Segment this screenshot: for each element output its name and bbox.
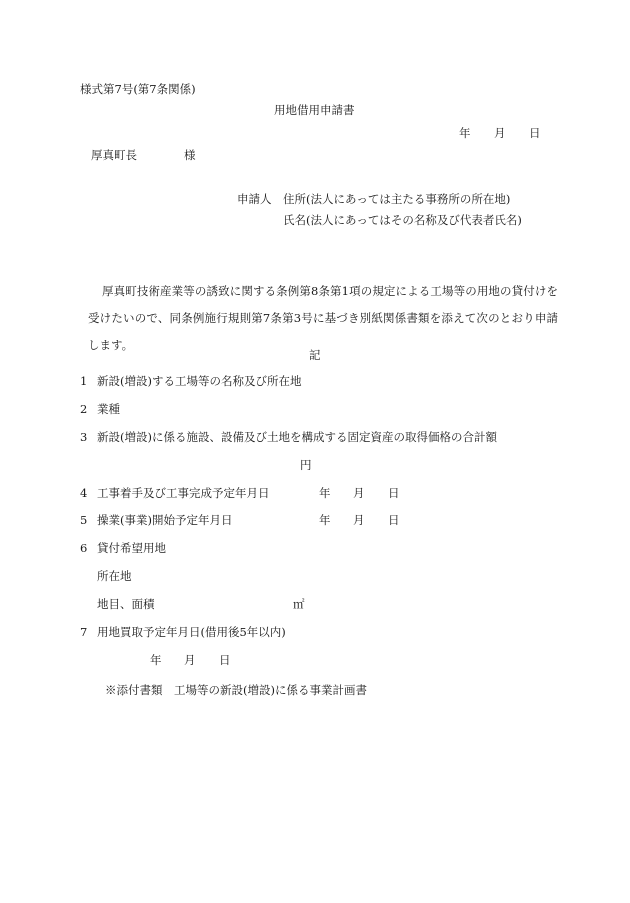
item-month: 月 <box>353 486 365 500</box>
body-paragraph: 厚真町技術産業等の誘致に関する条例第8条第1項の規定による工場等の用地の貸付けを受けたいので、同条例施行規則第7条第3号に基づき別紙関係書類を添えて次のとおり申請します。 <box>88 284 558 352</box>
form-number: 様式第7号(第7条関係) <box>80 82 196 96</box>
item-text: 貸付希望用地 <box>97 541 166 555</box>
addressee-name: 厚真町長 <box>91 148 137 162</box>
ki-heading: 記 <box>309 348 321 362</box>
date-month: 月 <box>494 126 506 140</box>
applicant-name: 氏名(法人にあってはその名称及び代表者氏名) <box>283 213 522 227</box>
area-label: 地目、面積 <box>97 597 155 611</box>
item-day: 日 <box>388 486 400 500</box>
item-text: 業種 <box>97 402 120 416</box>
item-number: 5 <box>80 513 88 527</box>
item-year: 年 <box>319 486 331 500</box>
addressee-honorific: 様 <box>184 148 196 162</box>
item-number: 1 <box>80 374 88 388</box>
item-year: 年 <box>150 653 162 667</box>
item-day: 日 <box>219 653 231 667</box>
item-text: 操業(事業)開始予定年月日 <box>97 513 233 527</box>
item-month: 月 <box>353 513 365 527</box>
item-number: 2 <box>80 402 88 416</box>
location-label: 所在地 <box>97 569 132 583</box>
document-title: 用地借用申請書 <box>274 103 355 117</box>
item-number: 3 <box>80 430 88 444</box>
item-text: 新設(増設)に係る施設、設備及び土地を構成する固定資産の取得価格の合計額 <box>97 430 497 444</box>
item-text: 新設(増設)する工場等の名称及び所在地 <box>97 374 302 388</box>
area-unit: ㎡ <box>293 597 305 611</box>
item-number: 6 <box>80 541 88 555</box>
item-unit-yen: 円 <box>300 458 312 472</box>
item-number: 7 <box>80 625 88 639</box>
item-text: 用地買取予定年月日(借用後5年以内) <box>97 625 286 639</box>
applicant-label: 申請人 <box>237 192 272 206</box>
item-text: 工事着手及び工事完成予定年月日 <box>97 486 270 500</box>
attachment-note: ※添付書類 工場等の新設(増設)に係る事業計画書 <box>105 683 367 697</box>
date-day: 日 <box>529 126 541 140</box>
item-month: 月 <box>184 653 196 667</box>
item-day: 日 <box>388 513 400 527</box>
item-number: 4 <box>80 486 88 500</box>
item-year: 年 <box>319 513 331 527</box>
applicant-address: 住所(法人にあっては主たる事務所の所在地) <box>283 192 511 206</box>
date-year: 年 <box>459 126 471 140</box>
